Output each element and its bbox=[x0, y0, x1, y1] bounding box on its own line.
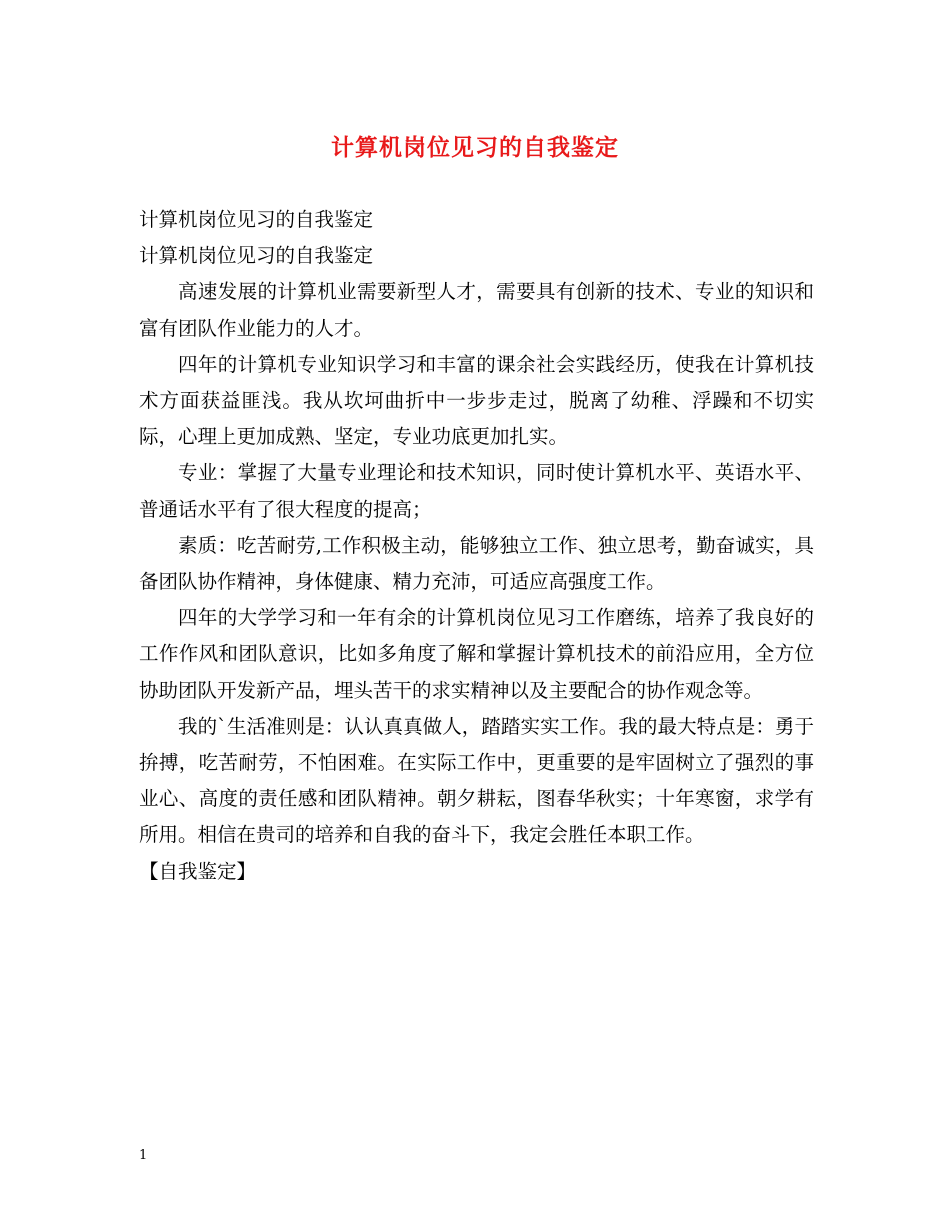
page-number: 1 bbox=[139, 1148, 148, 1163]
body-paragraph: 素质：吃苦耐劳,工作积极主动，能够独立工作、独立思考，勤奋诚实，具备团队协作精神，身体健康、精力充沛，可适应高强度工作。 bbox=[139, 533, 814, 594]
body-paragraph: 专业：掌握了大量专业理论和技术知识，同时使计算机水平、英语水平、普通话水平有了很大程度的提高； bbox=[139, 461, 814, 521]
subtitle-line: 计算机岗位见习的自我鉴定 bbox=[139, 244, 374, 268]
body-paragraph: 四年的大学学习和一年有余的计算机岗位见习工作磨练，培养了我良好的工作作风和团队意识，比如多角度了解和掌握计算机技术的前沿应用，全方位协助团队开发新产品，埋头苦干的求实精神以及主要配合的协作观念等。 bbox=[139, 606, 814, 702]
subtitle-line: 计算机岗位见习的自我鉴定 bbox=[139, 208, 374, 231]
document-title: 计算机岗位见习的自我鉴定 bbox=[331, 134, 619, 161]
closing-label: 【自我鉴定】 bbox=[139, 859, 257, 883]
body-paragraph: 四年的计算机专业知识学习和丰富的课余社会实践经历，使我在计算机技术方面获益匪浅。我从坎坷曲折中一步步走过，脱离了幼稚、浮躁和不切实际，心理上更加成熟、坚定，专业功底更加扎实。 bbox=[139, 352, 814, 449]
body-paragraph: 我的`生活准则是：认认真真做人，踏踏实实工作。我的最大特点是：勇于拚搏，吃苦耐劳，不怕困难。在实际工作中，更重要的是牢固树立了强烈的事业心、高度的责任感和团队精神。朝夕耕耘，图春华秋实；十年寒窗，求学有所用。相信在贵司的培养和自我的奋斗下，我定会胜任本职工作。 bbox=[139, 714, 814, 847]
body-paragraph: 高速发展的计算机业需要新型人才，需要具有创新的技术、专业的知识和富有团队作业能力的人才。 bbox=[139, 280, 814, 340]
document-body bbox=[139, 202, 814, 890]
